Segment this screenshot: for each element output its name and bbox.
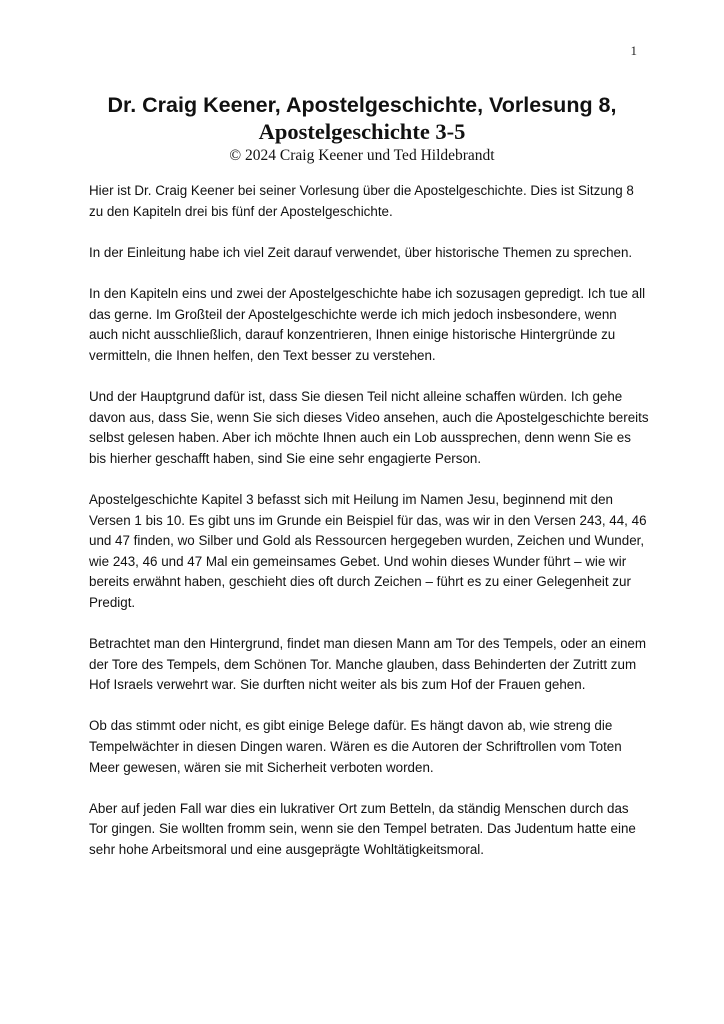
copyright-line: © 2024 Craig Keener und Ted Hildebrandt xyxy=(229,147,495,164)
paragraph: Aber auf jeden Fall war dies ein lukrativer Ort zum Betteln, da ständig Menschen durch das Tor gingen. Sie wollten fromm sein, wenn sie den Tempel betraten. Das Judentum hatte eine sehr hohe Arbeitsmoral und eine ausgeprägte Wohltätigkeitsmoral. xyxy=(89,800,636,857)
paragraph: In den Kapiteln eins und zwei der Apostelgeschichte habe ich sozusagen gepredigt. Ich tue all das gerne. Im Großteil der Apostelgeschichte werde ich mich jedoch insbesondere, wenn auch nicht ausschließlich, darauf konzentrieren, Ihnen einige historische Hintergründe zu vermitteln, die Ihnen helfen, den Text besser zu verstehen. xyxy=(89,285,646,363)
body-text xyxy=(89,181,649,881)
paragraph: Ob das stimmt oder nicht, es gibt einige Belege dafür. Es hängt davon ab, wie streng die Tempelwächter in diesen Dingen waren. Wären es die Autoren der Schriftrollen vom Toten Meer gewesen, wären sie mit Sicherheit verboten worden. xyxy=(89,718,622,775)
paragraph: Und der Hauptgrund dafür ist, dass Sie diesen Teil nicht alleine schaffen würden. Ich gehe davon aus, dass Sie, wenn Sie sich dieses Video ansehen, auch die Apostelgeschichte bereits selbst gelesen haben. Aber ich möchte Ihnen auch ein Lob aussprechen, denn wenn Sie es bis hierher geschafft haben, sind Sie eine sehr engagierte Person. xyxy=(89,388,649,466)
document-title-line-2: Apostelgeschichte 3-5 xyxy=(258,119,466,144)
document-title-line-1: Dr. Craig Keener, Apostelgeschichte, Vorlesung 8, xyxy=(107,93,617,117)
paragraph: Hier ist Dr. Craig Keener bei seiner Vorlesung über die Apostelgeschichte. Dies ist Sitzung 8 zu den Kapiteln drei bis fünf der Apostelgeschichte. xyxy=(89,183,634,219)
paragraph: Apostelgeschichte Kapitel 3 befasst sich mit Heilung im Namen Jesu, beginnend mit den Versen 1 bis 10. Es gibt uns im Grunde ein Beispiel für das, was wir in den Versen 243, 44, 46 und 47 finden, wo Silber und Gold als Ressourcen hergegeben wurden, Zeichen und Wunder, wie 243, 46 und 47 Mal ein gemeinsames Gebet. Und wohin dieses Wunder führt – wie wir bereits erwähnt haben, geschieht dies oft durch Zeichen – führt es zu einer Gelegenheit zur Predigt. xyxy=(89,491,647,610)
paragraph: Betrachtet man den Hintergrund, findet man diesen Mann am Tor des Tempels, oder an einem der Tore des Tempels, dem Schönen Tor. Manche glauben, dass Behinderten der Zutritt zum Hof Israels verwehrt war. Sie durften nicht weiter als bis zum Hof der Frauen gehen. xyxy=(89,636,647,693)
paragraph: In der Einleitung habe ich viel Zeit darauf verwendet, über historische Themen zu sprechen. xyxy=(89,244,633,260)
title-block xyxy=(60,92,664,166)
page-number: 1 xyxy=(630,43,637,58)
